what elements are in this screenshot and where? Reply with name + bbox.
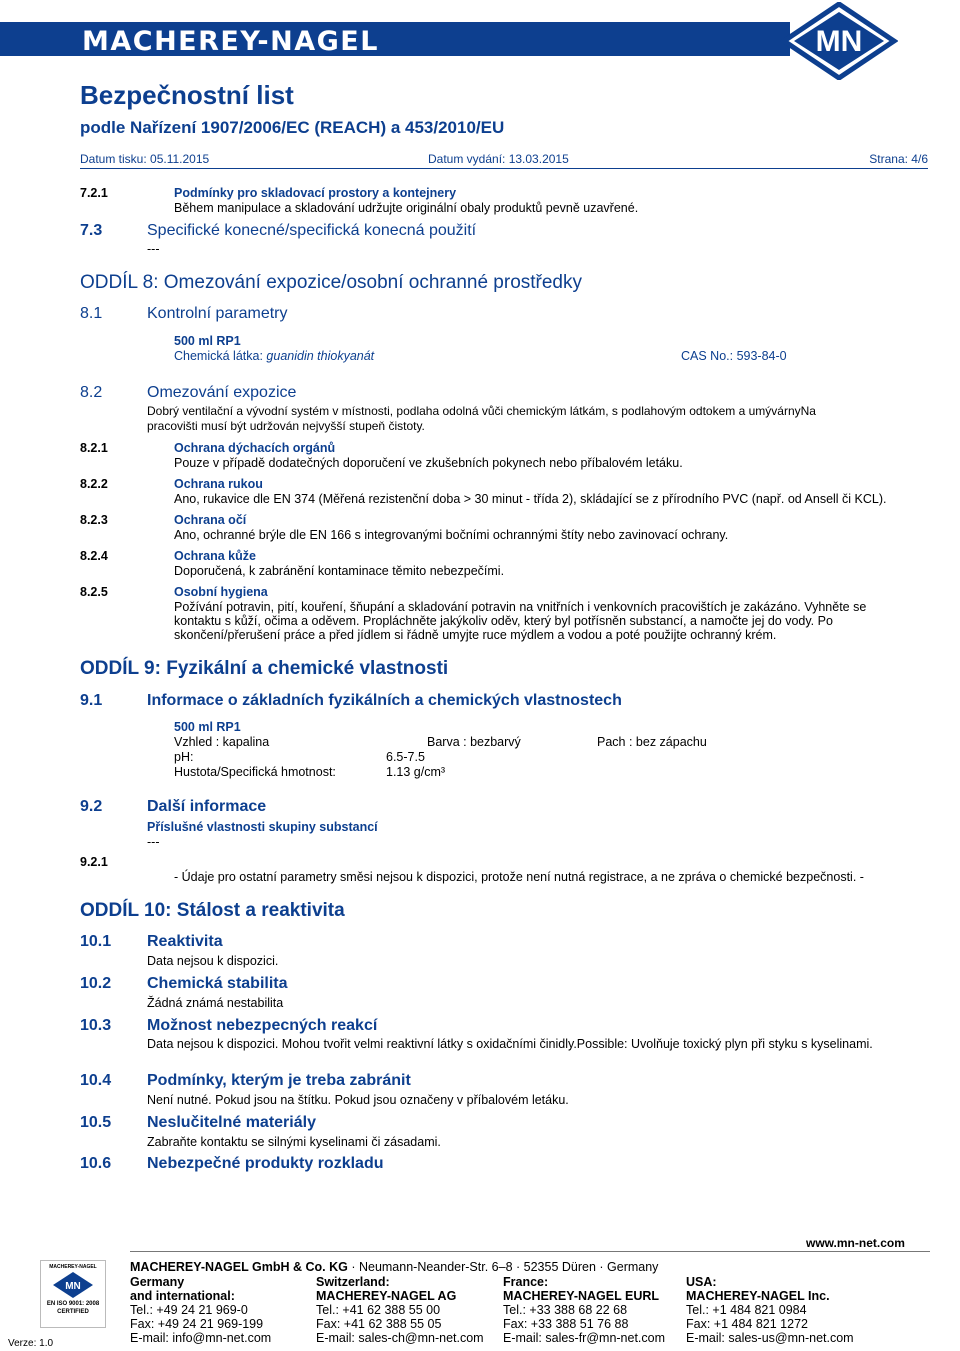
product-name: 500 ml RP1: [174, 334, 241, 348]
section-number: 8.2.2: [80, 477, 108, 491]
color-property: Barva : bezbarvý: [427, 735, 521, 749]
odor-property: Pach : bez zápachu: [597, 735, 707, 749]
mn-logo-icon: [780, 2, 898, 80]
office-france: [503, 1275, 665, 1345]
body-text: Doporučená, k zabránění kontaminace těmito nebezpečími.: [174, 564, 505, 578]
ph-label: pH:: [174, 750, 194, 764]
subsection-title: Neslučitelné materiály: [147, 1114, 316, 1131]
subsection-title: Chemická stabilita: [147, 975, 288, 992]
office-email[interactable]: E-mail: info@mn-net.com: [130, 1331, 272, 1345]
section-number: 10.4: [80, 1072, 112, 1089]
office-tel: Tel.: +49 24 21 969-0: [130, 1303, 248, 1317]
office-tel: Tel.: +1 484 821 0984: [686, 1303, 807, 1317]
office-switzerland: [316, 1275, 484, 1345]
page-number: Strana: 4/6: [869, 152, 928, 166]
footer-website[interactable]: www.mn-net.com: [806, 1236, 905, 1250]
certification-badge: [40, 1260, 106, 1328]
subsection-title: Podmínky pro skladovací prostory a kontejnery: [174, 186, 457, 200]
section-number: 10.1: [80, 933, 112, 950]
section-number: 7.2.1: [80, 186, 108, 200]
section-number: 8.2.3: [80, 513, 108, 527]
office-name: MACHEREY-NAGEL AG: [316, 1289, 457, 1303]
body-text: skončení/přerušení práce a před jídlem si řádně umyjte ruce mýdlem a vodou a poté použijte ochranný krém.: [174, 628, 777, 642]
office-email[interactable]: E-mail: sales-fr@mn-net.com: [503, 1331, 666, 1345]
body-text: Není nutné. Pokud jsou na štítku. Pokud jsou označeny v příbalovém letáku.: [147, 1093, 569, 1107]
subsection-title: Ochrana očí: [174, 513, 247, 527]
office-fax: Fax: +41 62 388 55 05: [316, 1317, 442, 1331]
cert-text: EN ISO 9001: 2008: [46, 1301, 100, 1307]
office-tel: Tel.: +41 62 388 55 00: [316, 1303, 441, 1317]
cert-text: CERTIFIED: [57, 1309, 89, 1315]
subsection-title: Kontrolní parametry: [147, 305, 288, 322]
office-usa: [686, 1275, 854, 1345]
body-text: Ano, ochranné brýle dle EN 166 s integrovanými bočními ochrannými štíty nebo zavinovací ochrany.: [174, 528, 729, 542]
office-email[interactable]: E-mail: sales-us@mn-net.com: [686, 1331, 854, 1345]
footer-company-line: [130, 1260, 658, 1274]
group-properties-title: Příslušné vlastnosti skupiny substancí: [147, 820, 378, 834]
product-name: 500 ml RP1: [174, 720, 241, 734]
density-value: 1.13 g/cm³: [386, 765, 446, 779]
office-germany: [130, 1275, 271, 1345]
date-bar: [80, 152, 928, 169]
logo-text: MN: [815, 25, 863, 58]
body-text: Během manipulace a skladování udržujte originální obaly produktů pevně uzavřené.: [174, 201, 639, 215]
office-name: MACHEREY-NAGEL Inc.: [686, 1289, 830, 1303]
subsection-title: Reaktivita: [147, 933, 223, 950]
body-text: ---: [147, 242, 160, 256]
office-region: France:: [503, 1275, 549, 1289]
office-fax: Fax: +33 388 51 76 88: [503, 1317, 629, 1331]
section-number: 10.6: [80, 1155, 112, 1172]
body-text: Pouze v případě dodatečných doporučení ve zkušebních pokynech nebo příbalovém letáku.: [174, 456, 683, 470]
subsection-title: Specifické konecné/specifická konecná použití: [147, 222, 477, 239]
subsection-title: Ochrana kůže: [174, 549, 256, 563]
section-number: 9.2.1: [80, 855, 108, 869]
section-number: 10.3: [80, 1017, 112, 1034]
section-number: 9.2: [80, 798, 103, 815]
issue-date: Datum vydání: 13.03.2015: [428, 152, 569, 166]
print-date: Datum tisku: 05.11.2015: [80, 152, 210, 166]
section-heading: ODDÍL 9: Fyzikální a chemické vlastnosti: [80, 658, 449, 679]
section-number: 10.5: [80, 1114, 112, 1131]
cas-number: CAS No.: 593-84-0: [681, 349, 787, 363]
document-subtitle: podle Nařízení 1907/2006/EC (REACH) a 453/2010/EU: [80, 118, 505, 137]
subsection-title: Ochrana rukou: [174, 477, 263, 491]
section-heading: ODDÍL 10: Stálost a reaktivita: [80, 900, 345, 921]
document-title: Bezpečnostní list: [80, 80, 294, 110]
subsection-title: Možnost nebezpecných reakcí: [147, 1017, 378, 1034]
cert-brand: MACHEREY-NAGEL: [49, 1264, 97, 1270]
body-text: Požívání potravin, pití, kouření, šňupání a skladování potravin na vnitřních i venkovních pracovištích je zakázáno. Vyhněte se: [174, 600, 867, 614]
office-region: Germany: [130, 1275, 185, 1289]
subsection-title: Informace o základních fyzikálních a chemických vlastnostech: [147, 692, 622, 709]
version: Verze: 1.0: [8, 1338, 54, 1349]
subsection-title: Další informace: [147, 798, 267, 815]
office-region: Switzerland:: [316, 1275, 390, 1289]
appearance: Vzhled : kapalina: [174, 735, 270, 749]
substance-label: Chemická látka:: [174, 349, 263, 363]
body-text: - Údaje pro ostatní parametry směsi nejsou k dispozici, protože není nutná registrace, a ne zpráva o chemické bezpečnosti. -: [174, 870, 864, 884]
substance-line: [174, 349, 374, 364]
ph-value: 6.5-7.5: [386, 750, 425, 764]
footer-address: · Neumann-Neander-Str. 6–8 · 52355 Düren · Germany: [351, 1260, 659, 1274]
cert-logo-text: MN: [65, 1281, 81, 1292]
section-number: 8.2.4: [80, 549, 108, 563]
section-number: 7.3: [80, 222, 103, 239]
body-text: pracovišti musí být udržován nejvyšší stupeň čistoty.: [147, 419, 425, 433]
body-text: Dobrý ventilační a vývodní systém v místnosti, podlaha odolná vůči chemickým látkám, s podlahovým odtokem a umývárnyNa: [147, 404, 816, 418]
office-name: and international:: [130, 1289, 235, 1303]
body-text: Ano, rukavice dle EN 374 (Měřená rezistenční doba > 30 minut - třída 2), skládající se z přírodního PVC (např. od Ansell či KCL).: [174, 492, 887, 506]
section-number: 8.2.1: [80, 441, 108, 455]
footer-company: MACHEREY-NAGEL GmbH & Co. KG: [130, 1260, 348, 1274]
body-text: Data nejsou k dispozici.: [147, 954, 279, 968]
body-text: Žádná známá nestabilita: [147, 996, 284, 1010]
office-name: MACHEREY-NAGEL EURL: [503, 1289, 660, 1303]
office-email[interactable]: E-mail: sales-ch@mn-net.com: [316, 1331, 484, 1345]
office-region: USA:: [686, 1275, 717, 1289]
section-number: 9.1: [80, 692, 103, 709]
body-text: Data nejsou k dispozici. Mohou tvořit velmi reaktivní látky s oxidačními činidly.Possible: Uvolňuje toxický plyn při styku s kyselinami.: [147, 1037, 873, 1051]
section-heading: ODDÍL 8: Omezování expozice/osobní ochranné prostředky: [80, 272, 582, 293]
section-number: 8.1: [80, 305, 103, 322]
body-text: kontaktu s kůží, očima a oděvem. Propláchněte jakýkoliv oděv, který byl potřísněn substancí, a namočte jej do vody. Po: [174, 614, 833, 628]
subsection-title: Osobní hygiena: [174, 585, 268, 599]
substance-name: guanidin thiokyanát: [266, 349, 375, 363]
office-tel: Tel.: +33 388 68 22 68: [503, 1303, 628, 1317]
office-fax: Fax: +1 484 821 1272: [686, 1317, 808, 1331]
subsection-title: Podmínky, kterým je treba zabránit: [147, 1072, 411, 1089]
body-text: Zabraňte kontaktu se silnými kyselinami či zásadami.: [147, 1135, 441, 1149]
subsection-title: Ochrana dýchacích orgánů: [174, 441, 336, 455]
density-label: Hustota/Specifická hmotnost:: [174, 765, 336, 779]
section-number: 10.2: [80, 975, 112, 992]
footer-divider: [130, 1251, 930, 1252]
cert-logo-icon: [41, 1270, 105, 1300]
brand-name: MACHEREY-NAGEL: [82, 26, 379, 57]
subsection-title: Omezování expozice: [147, 384, 297, 401]
office-fax: Fax: +49 24 21 969-199: [130, 1317, 264, 1331]
section-number: 8.2.5: [80, 585, 108, 599]
section-number: 8.2: [80, 384, 103, 401]
subsection-title: Nebezpečné produkty rozkladu: [147, 1155, 384, 1172]
body-text: ---: [147, 835, 160, 849]
